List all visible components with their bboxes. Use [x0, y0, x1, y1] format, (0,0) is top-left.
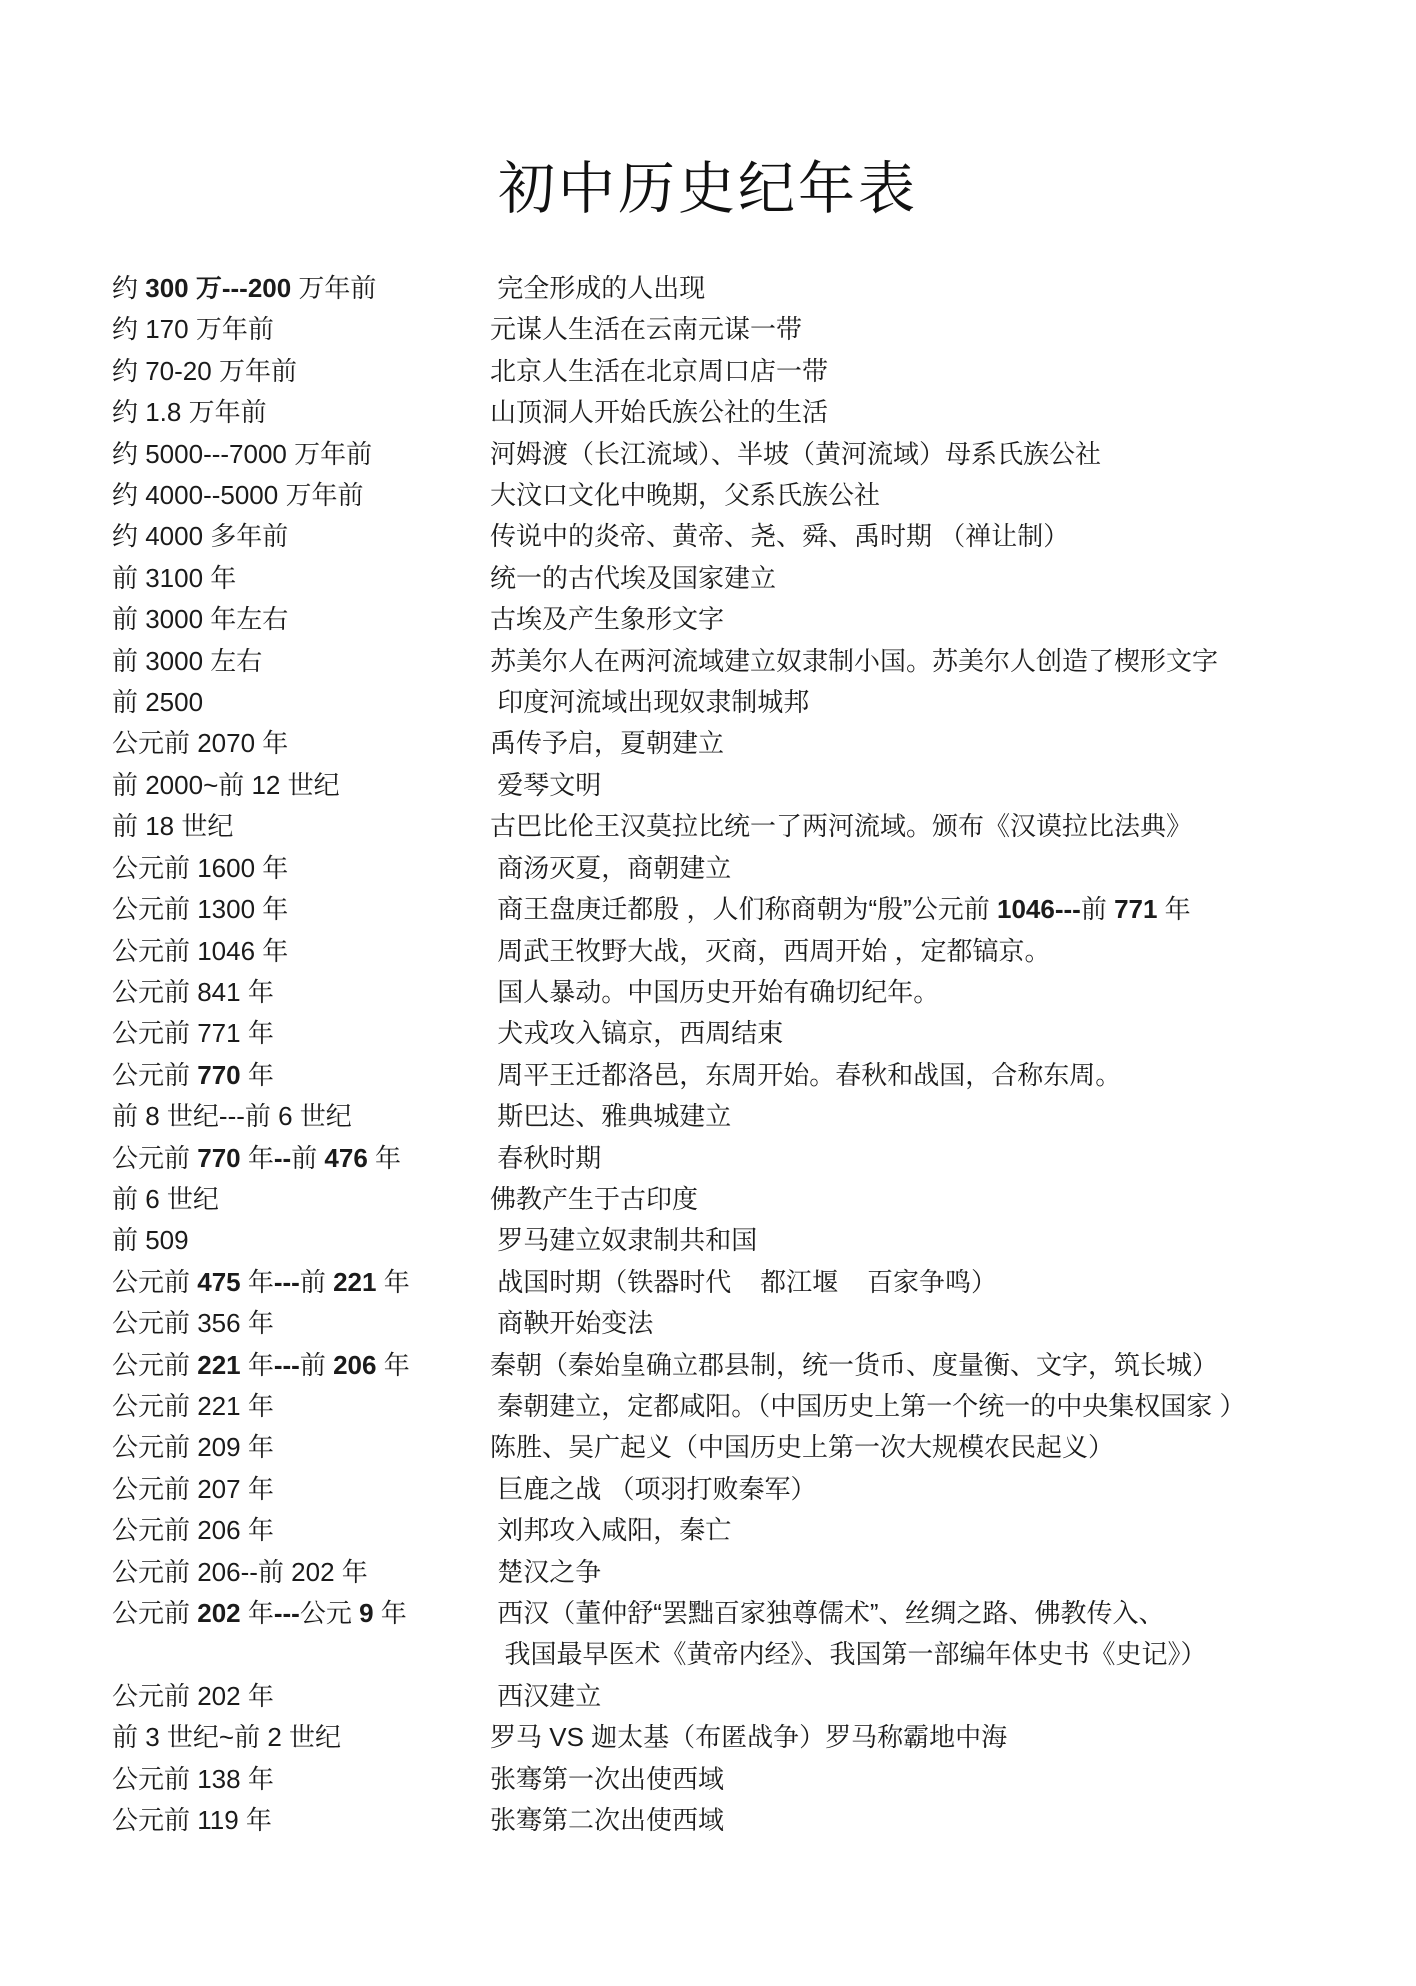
- timeline-date: [112, 1220, 490, 1261]
- event-line: [490, 268, 1366, 309]
- timeline-row: [112, 1717, 1366, 1758]
- timeline-row: [112, 351, 1366, 392]
- timeline-row: [112, 1759, 1366, 1800]
- bold-text-segment: 476: [324, 1142, 368, 1173]
- event-line: [490, 723, 1366, 764]
- event-line: [490, 1759, 1366, 1800]
- timeline-date: [112, 1717, 490, 1758]
- timeline-date: [112, 641, 490, 682]
- text-segment: 公元前 207 年: [112, 1473, 274, 1504]
- event-line: [490, 1593, 1366, 1634]
- timeline-event: [490, 931, 1366, 972]
- text-segment: 大汶口文化中晚期，父系氏族公社: [490, 480, 881, 511]
- text-segment: 公元: [299, 1598, 360, 1628]
- timeline-event: [490, 392, 1366, 433]
- text-segment: 万年前: [291, 273, 377, 303]
- timeline-date: [112, 1676, 490, 1717]
- timeline-event: [490, 1676, 1366, 1717]
- timeline-date: [112, 1055, 490, 1096]
- text-segment: 前 3100 年: [112, 562, 237, 593]
- timeline-row: [112, 1055, 1366, 1096]
- timeline-row: [112, 1427, 1366, 1468]
- text-segment: 前 3000 左右: [112, 645, 263, 676]
- event-line: [490, 1552, 1366, 1593]
- timeline-date: [112, 1303, 490, 1344]
- bold-text-segment: 9: [359, 1598, 374, 1628]
- event-line: [490, 1510, 1366, 1551]
- event-line: [490, 931, 1366, 972]
- timeline-date: [112, 516, 490, 557]
- text-segment: 约 5000---7000 万年前: [112, 438, 373, 469]
- timeline-event: [490, 1427, 1366, 1468]
- text-segment: 公元前 221 年: [112, 1390, 274, 1421]
- bold-text-segment: 206: [333, 1349, 377, 1380]
- text-segment: 公元前: [112, 1349, 198, 1380]
- timeline: [112, 268, 1366, 1841]
- timeline-event: [490, 558, 1366, 599]
- timeline-row: [112, 848, 1366, 889]
- text-segment: 前 2000~前 12 世纪: [112, 769, 340, 800]
- timeline-event: [490, 309, 1366, 350]
- timeline-date: [112, 1179, 490, 1220]
- text-segment: 国人暴动。中国历史开始有确切纪年。: [490, 976, 940, 1007]
- event-line: [490, 972, 1366, 1013]
- text-segment: 张骞第一次出使西域: [490, 1763, 725, 1794]
- timeline-date: [112, 1096, 490, 1137]
- text-segment: 年: [376, 1349, 410, 1380]
- timeline-date: [112, 1469, 490, 1510]
- bold-text-segment: 221: [333, 1266, 377, 1297]
- event-line: [490, 1220, 1366, 1261]
- text-segment: 我国最早医术《黄帝内经》、我国第一部编年体史书《史记》）: [490, 1639, 1207, 1670]
- timeline-date: [112, 848, 490, 889]
- timeline-event: [490, 1345, 1366, 1386]
- text-segment: 元谋人生活在云南元谋一带: [490, 314, 803, 345]
- timeline-row: [112, 392, 1366, 433]
- event-line: [490, 1427, 1366, 1468]
- event-line: [490, 558, 1366, 599]
- text-segment: 前 3 世纪~前 2 世纪: [112, 1722, 341, 1753]
- event-line: [490, 1262, 1366, 1303]
- bold-text-segment: 1046---: [997, 894, 1081, 925]
- text-segment: 约 1.8 万年前: [112, 397, 267, 428]
- text-segment: 西汉建立: [490, 1680, 602, 1711]
- timeline-event: [490, 1262, 1366, 1303]
- text-segment: 公元前 771 年: [112, 1018, 274, 1049]
- timeline-date: [112, 1800, 490, 1841]
- text-segment: 西汉（董仲舒“罢黜百家独尊儒术”、丝绸之路、佛教传入、: [490, 1598, 1165, 1628]
- timeline-event: [490, 972, 1366, 1013]
- page-title: 初中历史纪年表: [498, 158, 918, 221]
- timeline-row: [112, 558, 1366, 599]
- timeline-row: [112, 309, 1366, 350]
- text-segment: 刘邦攻入咸阳，秦亡: [490, 1515, 732, 1546]
- text-segment: 公元前: [112, 1598, 198, 1628]
- timeline-date: [112, 434, 490, 475]
- timeline-date: [112, 889, 490, 930]
- text-segment: 周武王牧野大战，灭商，西周开始 ，定都镐京。: [490, 935, 1051, 966]
- timeline-row: [112, 434, 1366, 475]
- timeline-event: [490, 475, 1366, 516]
- text-segment: 禹传予启，夏朝建立: [490, 728, 725, 759]
- timeline-row: [112, 1593, 1366, 1676]
- timeline-event: [490, 1179, 1366, 1220]
- text-segment: 爱琴文明: [490, 769, 602, 800]
- bold-text-segment: --: [273, 1142, 292, 1173]
- text-segment: 秦朝（秦始皇确立郡县制，统一货币、度量衡、文字，筑长城）: [490, 1349, 1219, 1380]
- timeline-row: [112, 1220, 1366, 1261]
- timeline-event: [490, 1386, 1366, 1427]
- timeline-row: [112, 1552, 1366, 1593]
- event-line: [490, 848, 1366, 889]
- text-segment: 公元前 1600 年: [112, 852, 289, 883]
- timeline-row: [112, 1262, 1366, 1303]
- timeline-row: [112, 1138, 1366, 1179]
- text-segment: 罗马 VS 迦太基（布匿战争）罗马称霸地中海: [490, 1722, 1008, 1753]
- timeline-row: [112, 475, 1366, 516]
- event-line: [490, 682, 1366, 723]
- text-segment: 公元前 209 年: [112, 1432, 274, 1463]
- timeline-date: [112, 1345, 490, 1386]
- text-segment: 春秋时期: [490, 1142, 602, 1173]
- text-segment: 前: [291, 1142, 325, 1173]
- text-segment: 约 4000 多年前: [112, 521, 289, 552]
- timeline-date: [112, 723, 490, 764]
- text-segment: 古埃及产生象形文字: [490, 604, 725, 635]
- timeline-date: [112, 1138, 490, 1179]
- text-segment: 前 2500: [112, 687, 204, 718]
- text-segment: 统一的古代埃及国家建立: [490, 562, 777, 593]
- timeline-row: [112, 1386, 1366, 1427]
- text-segment: 前: [299, 1349, 334, 1380]
- timeline-row: [112, 1800, 1366, 1841]
- timeline-date: [112, 599, 490, 640]
- timeline-event: [490, 1510, 1366, 1551]
- text-segment: 公元前 206--前 202 年: [112, 1556, 368, 1587]
- timeline-row: [112, 765, 1366, 806]
- timeline-date: [112, 682, 490, 723]
- event-line: [490, 1096, 1366, 1137]
- timeline-date: [112, 1552, 490, 1593]
- timeline-event: [490, 1552, 1366, 1593]
- text-segment: 前 8 世纪---前 6 世纪: [112, 1101, 352, 1132]
- text-segment: 前 6 世纪: [112, 1183, 219, 1214]
- text-segment: 完全形成的人出现: [490, 273, 706, 303]
- text-segment: 商王盘庚迁都殷 ，人们称商朝为“殷”公元前: [490, 894, 997, 925]
- timeline-date: [112, 1262, 490, 1303]
- timeline-date: [112, 806, 490, 847]
- text-segment: 年: [367, 1142, 402, 1173]
- event-line: [490, 1055, 1366, 1096]
- text-segment: 苏美尔人在两河流域建立奴隶制小国。苏美尔人创造了楔形文字: [490, 645, 1219, 676]
- text-segment: 约 170 万年前: [112, 314, 274, 345]
- text-segment: 年: [1157, 894, 1191, 925]
- timeline-event: [490, 1800, 1366, 1841]
- text-segment: 约: [112, 273, 146, 303]
- event-line: [490, 1717, 1366, 1758]
- text-segment: 公元前: [112, 1142, 198, 1173]
- bold-text-segment: 771: [1114, 894, 1158, 925]
- text-segment: 周平王迁都洛邑，东周开始。春秋和战国，合称东周。: [490, 1059, 1122, 1090]
- timeline-event: [490, 1055, 1366, 1096]
- timeline-row: [112, 1676, 1366, 1717]
- event-line: [490, 889, 1366, 930]
- text-segment: 公元前 202 年: [112, 1680, 274, 1711]
- timeline-event: [490, 1303, 1366, 1344]
- event-line: [490, 1013, 1366, 1054]
- timeline-row: [112, 1179, 1366, 1220]
- text-segment: 约 4000--5000 万年前: [112, 480, 364, 511]
- timeline-date: [112, 1427, 490, 1468]
- bold-text-segment: 770: [197, 1059, 241, 1090]
- timeline-event: [490, 765, 1366, 806]
- text-segment: 前 3000 年左右: [112, 604, 289, 635]
- timeline-row: [112, 931, 1366, 972]
- event-line: [490, 475, 1366, 516]
- bold-text-segment: 221: [197, 1349, 241, 1380]
- text-segment: 古巴比伦王汉莫拉比统一了两河流域。颁布《汉谟拉比法典》: [490, 811, 1193, 842]
- timeline-date: [112, 931, 490, 972]
- timeline-date: [112, 1593, 490, 1634]
- text-segment: 巨鹿之战 （项羽打败秦军）: [490, 1473, 817, 1504]
- text-segment: 陈胜、吴广起义（中国历史上第一次大规模农民起义）: [490, 1432, 1115, 1463]
- text-segment: 年: [240, 1598, 274, 1628]
- timeline-event: [490, 1138, 1366, 1179]
- timeline-date: [112, 392, 490, 433]
- text-segment: 年: [240, 1142, 274, 1173]
- timeline-row: [112, 516, 1366, 557]
- event-line: [490, 434, 1366, 475]
- text-segment: 北京人生活在北京周口店一带: [490, 355, 829, 386]
- timeline-date: [112, 558, 490, 599]
- event-line: [490, 309, 1366, 350]
- text-segment: 公元前 356 年: [112, 1308, 274, 1339]
- text-segment: 张骞第二次出使西域: [490, 1805, 725, 1836]
- timeline-date: [112, 972, 490, 1013]
- timeline-row: [112, 889, 1366, 930]
- timeline-event: [490, 1096, 1366, 1137]
- timeline-event: [490, 599, 1366, 640]
- event-line: [490, 1345, 1366, 1386]
- text-segment: 约 70-20 万年前: [112, 355, 297, 386]
- text-segment: 年: [240, 1349, 274, 1380]
- timeline-event: [490, 1469, 1366, 1510]
- text-segment: 秦朝建立，定都咸阳。（中国历史上第一个统一的中央集权国家 ）: [490, 1390, 1246, 1421]
- text-segment: 公元前 138 年: [112, 1763, 274, 1794]
- text-segment: 公元前 206 年: [112, 1515, 274, 1546]
- timeline-date: [112, 351, 490, 392]
- timeline-event: [490, 1593, 1366, 1676]
- event-line: [490, 392, 1366, 433]
- text-segment: 公元前 841 年: [112, 976, 274, 1007]
- text-segment: 山顶洞人开始氏族公社的生活: [490, 397, 829, 428]
- text-segment: 罗马建立奴隶制共和国: [490, 1225, 758, 1256]
- timeline-event: [490, 1220, 1366, 1261]
- bold-text-segment: ---: [273, 1266, 300, 1297]
- bold-text-segment: 202: [197, 1598, 241, 1628]
- event-line: [490, 599, 1366, 640]
- text-segment: 犬戎攻入镐京，西周结束: [490, 1018, 784, 1049]
- timeline-event: [490, 723, 1366, 764]
- timeline-row: [112, 641, 1366, 682]
- text-segment: 前: [1080, 894, 1115, 925]
- timeline-date: [112, 765, 490, 806]
- timeline-date: [112, 268, 490, 309]
- text-segment: 前 509: [112, 1225, 189, 1256]
- timeline-row: [112, 682, 1366, 723]
- timeline-date: [112, 1013, 490, 1054]
- bold-text-segment: 475: [197, 1266, 241, 1297]
- timeline-row: [112, 723, 1366, 764]
- timeline-event: [490, 848, 1366, 889]
- text-segment: 前: [299, 1266, 334, 1297]
- bold-text-segment: 300 万---200: [145, 273, 292, 303]
- event-line: [490, 1179, 1366, 1220]
- bold-text-segment: ---: [273, 1349, 300, 1380]
- text-segment: 战国时期（铁器时代 都江堰 百家争鸣）: [490, 1266, 998, 1297]
- event-line: [490, 806, 1366, 847]
- text-segment: 公元前: [112, 1266, 198, 1297]
- timeline-date: [112, 475, 490, 516]
- bold-text-segment: ---: [273, 1598, 300, 1628]
- text-segment: 公元前 119 年: [112, 1805, 272, 1836]
- timeline-event: [490, 682, 1366, 723]
- timeline-row: [112, 1013, 1366, 1054]
- text-segment: 年: [373, 1598, 407, 1628]
- event-line: [490, 641, 1366, 682]
- text-segment: 公元前: [112, 1059, 198, 1090]
- timeline-event: [490, 1717, 1366, 1758]
- timeline-event: [490, 641, 1366, 682]
- text-segment: 前 18 世纪: [112, 811, 234, 842]
- timeline-row: [112, 1303, 1366, 1344]
- text-segment: 公元前 1046 年: [112, 935, 289, 966]
- event-line: [490, 1469, 1366, 1510]
- timeline-row: [112, 599, 1366, 640]
- timeline-row: [112, 1345, 1366, 1386]
- timeline-event: [490, 1013, 1366, 1054]
- text-segment: 斯巴达、雅典城建立: [490, 1101, 732, 1132]
- text-segment: 年: [240, 1266, 274, 1297]
- timeline-event: [490, 1759, 1366, 1800]
- timeline-row: [112, 806, 1366, 847]
- timeline-row: [112, 1510, 1366, 1551]
- text-segment: 印度河流域出现奴隶制城邦: [490, 687, 810, 718]
- timeline-date: [112, 1386, 490, 1427]
- timeline-date: [112, 1510, 490, 1551]
- timeline-row: [112, 972, 1366, 1013]
- event-line: [490, 1800, 1366, 1841]
- text-segment: 商鞅开始变法: [490, 1308, 654, 1339]
- timeline-event: [490, 434, 1366, 475]
- timeline-date: [112, 309, 490, 350]
- timeline-event: [490, 351, 1366, 392]
- event-line: [490, 1303, 1366, 1344]
- bold-text-segment: 770: [197, 1142, 241, 1173]
- timeline-event: [490, 889, 1366, 930]
- timeline-row: [112, 1469, 1366, 1510]
- event-line: [490, 1386, 1366, 1427]
- timeline-row: [112, 268, 1366, 309]
- text-segment: 年: [240, 1059, 274, 1090]
- event-line: [490, 765, 1366, 806]
- event-line: [490, 1676, 1366, 1717]
- timeline-row: [112, 1096, 1366, 1137]
- timeline-date: [112, 1759, 490, 1800]
- timeline-event: [490, 806, 1366, 847]
- event-line: [490, 1634, 1366, 1675]
- text-segment: 楚汉之争: [490, 1556, 602, 1587]
- text-segment: 佛教产生于古印度: [490, 1183, 699, 1214]
- timeline-event: [490, 516, 1366, 557]
- event-line: [490, 516, 1366, 557]
- text-segment: 商汤灭夏，商朝建立: [490, 852, 732, 883]
- text-segment: 河姆渡（长江流域）、半坡（黄河流域）母系氏族公社: [490, 438, 1102, 469]
- event-line: [490, 1138, 1366, 1179]
- text-segment: 传说中的炎帝、黄帝、尧、舜、禹时期 （禅让制）: [490, 521, 1070, 552]
- text-segment: 公元前 1300 年: [112, 894, 289, 925]
- text-segment: 年: [376, 1266, 410, 1297]
- text-segment: 公元前 2070 年: [112, 728, 289, 759]
- event-line: [490, 351, 1366, 392]
- timeline-event: [490, 268, 1366, 309]
